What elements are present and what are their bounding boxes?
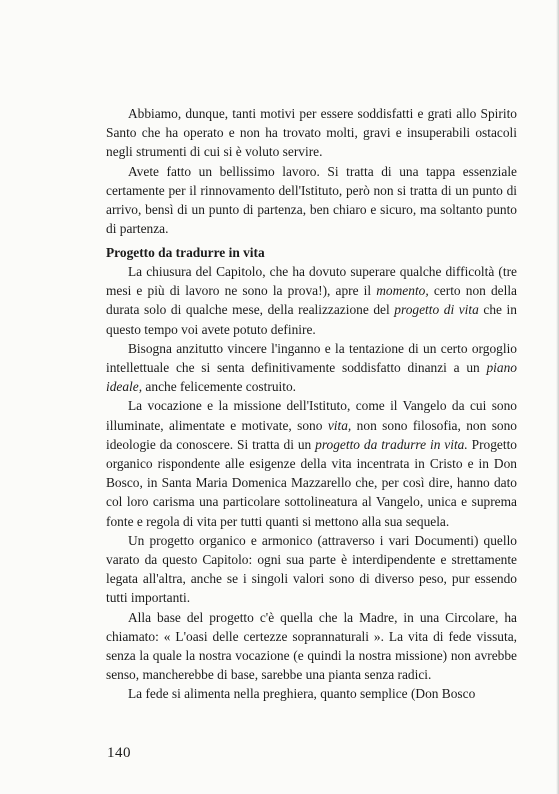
- section-paragraph-6: [106, 684, 517, 703]
- section-heading: Progetto da tradurre in vita: [106, 245, 265, 260]
- paragraph-text: La vocazione e la missione dell'Istituto, come il Vangelo da cui sono illuminate, alimentate e motivate, sono: [106, 398, 517, 433]
- section-paragraph-3: [106, 396, 517, 530]
- paragraph-text: Un progetto organico e armonico (attraverso i vari Documenti) quello varato da questo Capitolo: ogni sua parte è interdipendente e strettamente legata all'altra, anche se i singoli valori sono di diverso peso, pur essendo tutti importanti.: [106, 532, 517, 606]
- paragraph-text: che in questo tempo voi avete potuto definire.: [106, 302, 517, 337]
- paragraph-text: La fede si alimenta nella preghiera, quanto semplice (Don Bosco: [128, 686, 476, 702]
- paragraph-text: non sono filosofia, non sono ideologie da conoscere. Si tratta di un: [106, 417, 517, 452]
- italic-emphasis: piano ideale,: [106, 360, 517, 395]
- intro-paragraph-2: Avete fatto un bellissimo lavoro. Si tratta di una tappa essenziale certamente per il rinnovamento dell'Istituto, però non si tratta di un punto di arrivo, bensì di un punto di partenza, ben chiaro e sicuro, ma soltanto punto di partenza.: [106, 163, 517, 237]
- italic-emphasis: momento,: [376, 283, 429, 299]
- paragraph-text: Progetto organico rispondente alle esigenze della vita incentrata in Cristo e in Don Bosco, in Santa Maria Domenica Mazzarello che, per così dire, hanno dato col loro carisma una particolare sottolineatura al Vangelo, unica e suprema fonte e regola di vita per tutti quanti si mettono alla sua sequela.: [106, 436, 517, 529]
- italic-emphasis: progetto da tradurre in vita.: [315, 436, 468, 452]
- paragraph-text: certo non della durata solo di qualche mese, della realizzazione del: [106, 283, 517, 318]
- section-paragraph-1: [106, 262, 517, 339]
- paragraph-text: anche felicemente costruito.: [142, 379, 296, 395]
- italic-emphasis: progetto di vita: [394, 302, 479, 318]
- paragraph-text: Bisogna anzitutto vincere l'inganno e la tentazione di un certo orgoglio intellettuale che si senta definitivamente soddisfatto dinanzi a un: [106, 340, 517, 376]
- section-paragraph-4: [106, 531, 517, 608]
- italic-emphasis: vita,: [327, 417, 352, 433]
- page-number: 140: [107, 745, 131, 761]
- section-paragraph-5: [106, 608, 517, 685]
- paragraph-text: La chiusura del Capitolo, che ha dovuto superare qualche difficoltà (tre mesi e più di lavoro ne sono la prova!), apre il: [106, 264, 517, 299]
- intro-text-block: [106, 104, 517, 238]
- section-text-block: [106, 262, 517, 704]
- paragraph-text: Alla base del progetto c'è quella che la Madre, in una Circolare, ha chiamato: « L'oasi delle certezze soprannaturali ». La vita di fede vissuta, senza la quale la nostra vocazione (e quindi la nostra missione) non avrebbe senso, mancherebbe di base, sarebbe una pianta senza radici.: [106, 609, 517, 683]
- section-paragraph-2: [106, 339, 517, 397]
- intro-paragraph-1: Abbiamo, dunque, tanti motivi per essere soddisfatti e grati allo Spirito Santo che ha operato e non ha trovato molti, gravi e insuperabili ostacoli negli strumenti di cui si è voluto servire.: [106, 106, 517, 160]
